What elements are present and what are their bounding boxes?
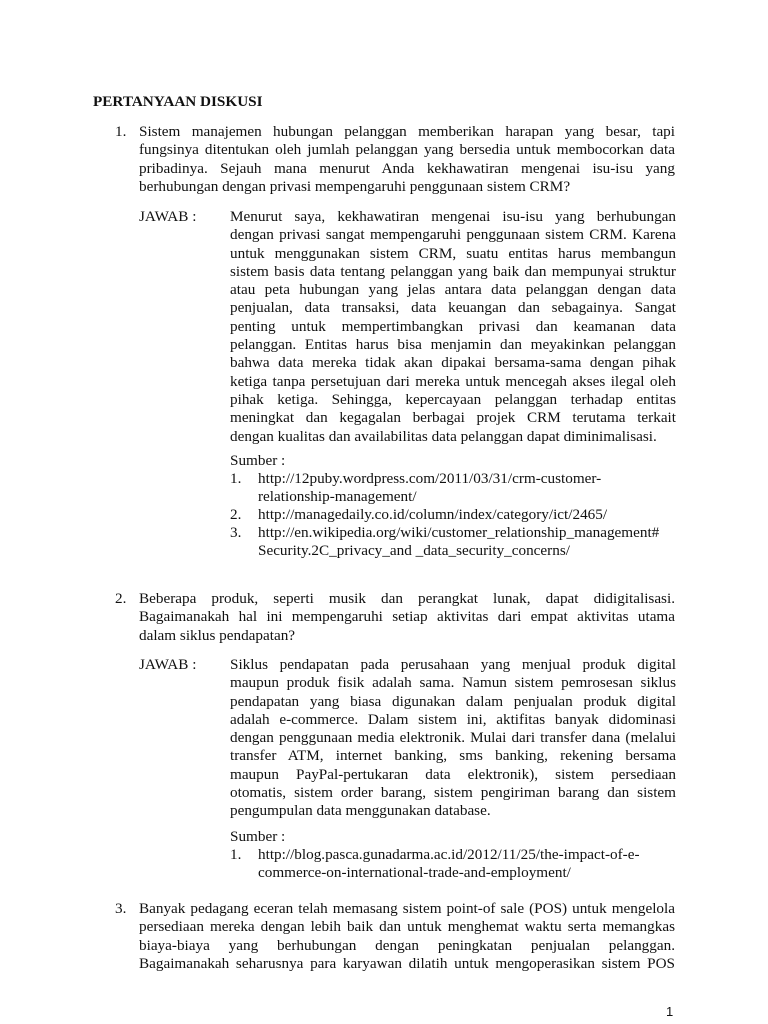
answer-1-text (230, 208, 676, 446)
page-number: 1 (666, 1004, 674, 1019)
answer-line: maupun produk fisik adalah sama. Namun sistem pemrosesan siklus (230, 674, 676, 692)
answer-line: dengan privasi sangat mempengaruhi penggunaan sistem CRM. Karena (230, 226, 676, 244)
question-3-number: 3. (115, 900, 127, 917)
answer-line: pengumpulan data menggunakan database. (230, 802, 491, 820)
answer-line: untuk menggunakan sistem CRM, suatu entitas harus membangun (230, 244, 676, 262)
question-2-text (139, 590, 675, 645)
answer-line: dengan penggunaan media elektronik. Mulai dari transfer dana (melalui (230, 729, 676, 747)
source-link-line: http://blog.pasca.gunadarma.ac.id/2012/11/25/the-impact-of-e- (258, 846, 640, 863)
question-line: pribadinya. Sejauh mana menurut Anda kekhawatiran mengenai isu-isu yang (139, 159, 675, 177)
answer-line: ketiga tanpa persetujuan dari mereka untuk mencegah akses ilegal oleh (230, 372, 676, 390)
question-line: Beberapa produk, seperti musik dan perangkat lunak, dapat didigitalisasi. (139, 590, 675, 607)
question-2-number: 2. (115, 590, 127, 607)
document-title: PERTANYAAN DISKUSI (93, 93, 263, 110)
question-line: fungsinya ditentukan oleh jumlah pelanggan yang bersedia untuk membocorkan data (139, 141, 675, 159)
source-number: 1. (230, 846, 242, 863)
answer-line: pendapatan yang biasa digunakan dalam penjualan produk digital (230, 692, 676, 710)
answer-line: dengan kualitas dan availabilitas data pelanggan dapat diminimalisasi. (230, 427, 657, 445)
answer-line: transfer ATM, internet banking, sms banking, rekening bersama (230, 747, 676, 765)
answer-1-label: JAWAB : (139, 208, 197, 225)
source-link[interactable] (258, 846, 678, 883)
source-link-line: http://12puby.wordpress.com/2011/03/31/crm-customer- (258, 470, 602, 487)
question-line: Sistem manajemen hubungan pelanggan memberikan harapan yang besar, tapi (139, 123, 675, 140)
source-link[interactable] (258, 524, 678, 561)
source-number: 2. (230, 506, 242, 523)
question-1-text (139, 123, 675, 196)
question-line: Bagaimanakah seharusnya para karyawan dilatih untuk mengoperasikan sistem POS (139, 954, 675, 972)
sources-1-label: Sumber : (230, 452, 286, 469)
question-line: dalam siklus pendapatan? (139, 626, 296, 644)
answer-line: meningkat dan kegagalan berbagai projek CRM terutama terkait (230, 409, 676, 427)
source-link-line: commerce-on-international-trade-and-employment/ (258, 864, 571, 882)
answer-line: sistem basis data tentang pelanggan yang baik dan mempunyai struktur (230, 262, 676, 280)
answer-line: maupun PayPal-pertukaran data elektronik), sistem persediaan (230, 765, 676, 783)
source-number: 3. (230, 524, 242, 541)
source-number: 1. (230, 470, 242, 487)
question-line: Banyak pedagang eceran telah memasang sistem point-of sale (POS) untuk mengelola (139, 900, 675, 917)
answer-line: atau peta hubungan yang jelas antara data pelanggan dengan data (230, 281, 676, 299)
answer-line: pihak ketiga. Sehingga, kepercayaan pelanggan terhadap entitas (230, 390, 676, 408)
answer-line: penting untuk mempertimbangkan privasi dan keamanan data (230, 317, 676, 335)
question-3-text (139, 900, 675, 973)
source-link-line: http://en.wikipedia.org/wiki/customer_relationship_management# (258, 524, 660, 541)
sources-2-label: Sumber : (230, 828, 286, 845)
source-link-line: Security.2C_privacy_and _data_security_concerns/ (258, 542, 570, 560)
question-line: berhubungan dengan privasi mempengaruhi penggunaan sistem CRM? (139, 177, 571, 195)
answer-line: Menurut saya, kekhawatiran mengenai isu-isu yang berhubungan (230, 208, 676, 225)
answer-line: bahwa data mereka tidak akan dipakai bersama-sama dengan pihak (230, 354, 676, 372)
source-link-line: http://managedaily.co.id/column/index/category/ict/2465/ (258, 506, 608, 523)
question-line: biaya-biaya yang berhubungan dengan peningkatan penjualan pelanggan. (139, 936, 675, 954)
answer-line: adalah e-commerce. Dalam sistem ini, aktifitas banyak didominasi (230, 710, 676, 728)
source-link[interactable] (258, 470, 678, 507)
answer-2-text (230, 656, 676, 821)
answer-line: otomatis, sistem order barang, sistem pengiriman barang dan sistem (230, 784, 676, 802)
question-line: persediaan mereka dengan lebih baik dan untuk menghemat waktu serta memangkas (139, 918, 675, 936)
answer-line: pelanggan. Entitas harus bisa menjamin dan meyakinkan pelanggan (230, 336, 676, 354)
source-link[interactable] (258, 506, 678, 524)
question-line: Bagaimanakah hal ini mempengaruhi setiap aktivitas dari empat aktivitas utama (139, 608, 675, 626)
answer-line: penjualan, data transaksi, data keuangan dan sebagainya. Sangat (230, 299, 676, 317)
answer-line: Siklus pendapatan pada perusahaan yang menjual produk digital (230, 656, 676, 673)
source-link-line: relationship-management/ (258, 488, 417, 506)
question-1-number: 1. (115, 123, 127, 140)
answer-2-label: JAWAB : (139, 656, 197, 673)
